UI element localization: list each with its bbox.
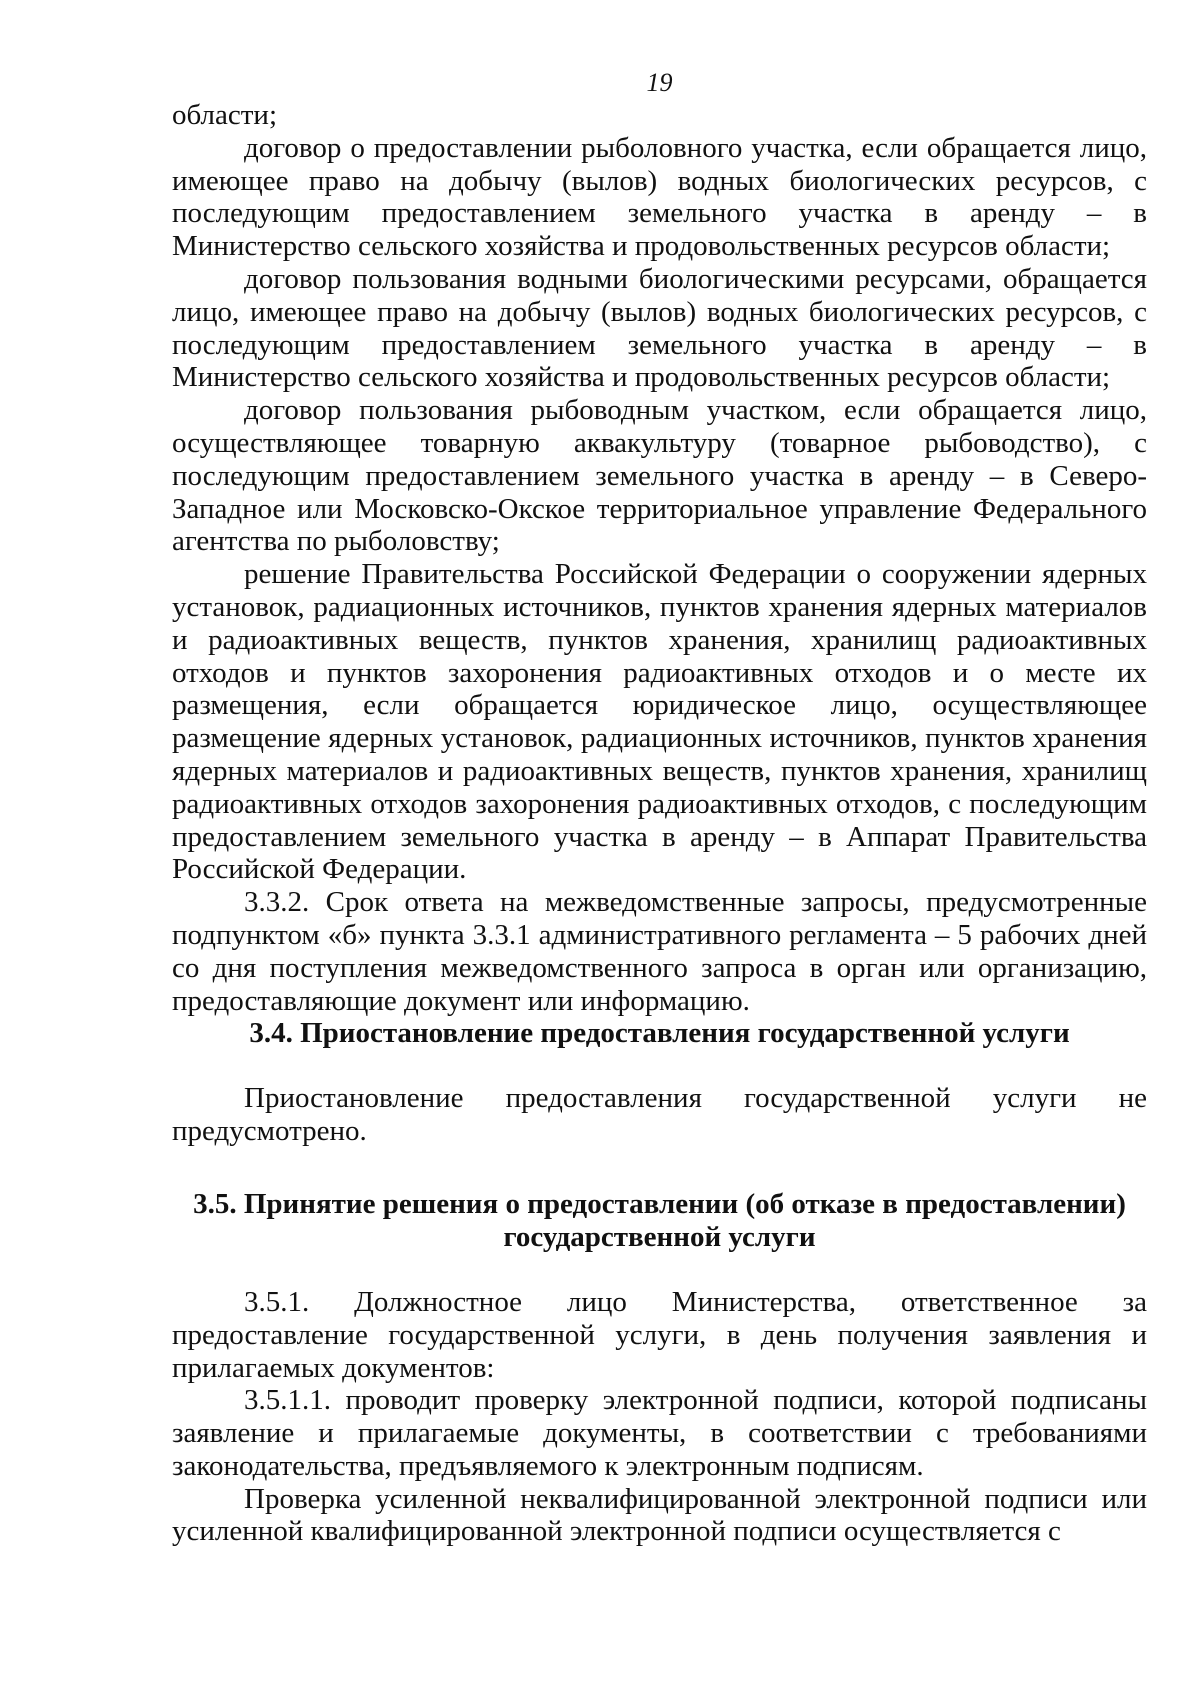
page-number: 19 <box>646 68 673 97</box>
paragraph-continuation: области; <box>172 99 277 131</box>
paragraph-government-decision: решение Правительства Российской Федерации о сооружении ядерных установок, радиационных источников, пунктов хранения ядерных материалов и радиоактивных веществ, пунктов хранения, хранилищ радиоактивных отходов и пунктов захоронения радиоактивных отходов и о месте их размещения, если обращается юридическое лицо, осуществляющее размещение ядерных установок, радиационных источников, пунктов хранения ядерных материалов и радиоактивных веществ, пунктов хранения, хранилищ радиоактивных отходов захоронения радиоактивных отходов, с последующим предоставлением земельного участка в аренду – в Аппарат Правительства Российской Федерации. <box>172 558 1147 886</box>
section-3-5-heading <box>172 1188 1147 1254</box>
paragraph-3-5-1-1: 3.5.1.1. проводит проверку электронной подписи, которой подписаны заявление и прилагаемые документы, в соответствии с требованиями законодательства, предъявляемого к электронным подписям. <box>172 1384 1147 1482</box>
paragraph-fish-farming-contract: договор пользования рыбоводным участком, если обращается лицо, осуществляющее товарную аквакультуру (товарное рыбоводство), с последующим предоставлением земельного участка в аренду – в Северо-Западное или Московско-Окское территориальное управление Федерального агентства по рыболовству; <box>172 394 1147 558</box>
section-3-5-heading-line2: государственной услуги <box>503 1220 816 1253</box>
paragraph-fishing-plot-contract: договор о предоставлении рыболовного участка, если обращается лицо, имеющее право на добычу (вылов) водных биологических ресурсов, с последующим предоставлением земельного участка в аренду – в Министерство сельского хозяйства и продовольственных ресурсов области; <box>172 131 1147 263</box>
document-page <box>172 0 1147 1704</box>
paragraph-3-3-2: 3.3.2. Срок ответа на межведомственные запросы, предусмотренные подпунктом «б» пункта 3.3.1 административного регламента – 5 рабочих дней со дня поступления межведомственного запроса в орган или организацию, предоставляющие документ или информацию. <box>172 886 1147 1017</box>
section-3-4-text: Приостановление предоставления государственной услуги не предусмотрено. <box>172 1082 1147 1148</box>
section-3-4-heading: 3.4. Приостановление предоставления государственной услуги <box>249 1017 1070 1050</box>
paragraph-signature-check: Проверка усиленной неквалифицированной электронной подписи или усиленной квалифицированной электронной подписи осуществляется с <box>172 1482 1147 1548</box>
paragraph-bio-resources-contract: договор пользования водными биологическими ресурсами, обращается лицо, имеющее право на добычу (вылов) водных биологических ресурсов, с последующим предоставлением земельного участка в аренду – в Министерство сельского хозяйства и продовольственных ресурсов области; <box>172 262 1147 394</box>
paragraph-3-5-1: 3.5.1. Должностное лицо Министерства, ответственное за предоставление государственной услуги, в день получения заявления и прилагаемых документов: <box>172 1285 1147 1384</box>
document-body <box>172 99 1147 1548</box>
section-3-5-heading-line1: 3.5. Принятие решения о предоставлении (об отказе в предоставлении) <box>193 1187 1126 1220</box>
